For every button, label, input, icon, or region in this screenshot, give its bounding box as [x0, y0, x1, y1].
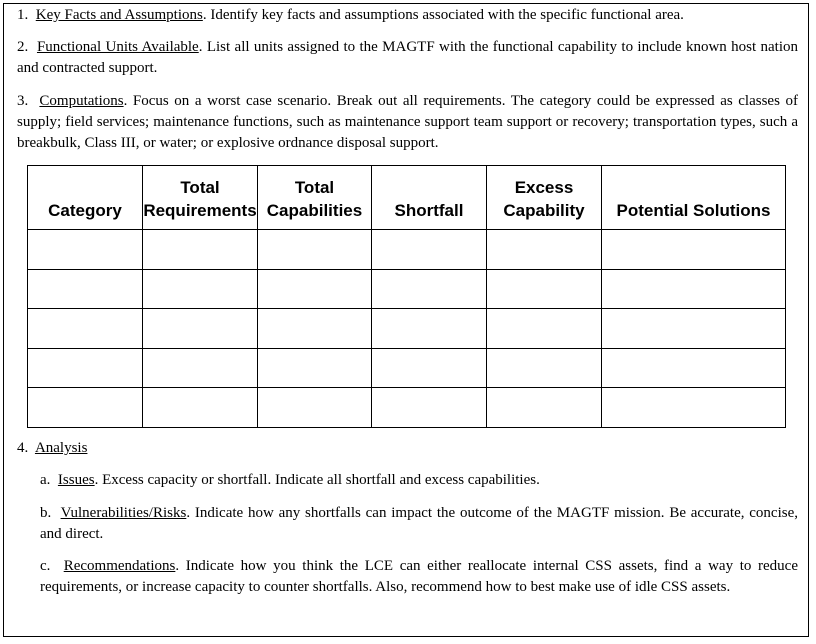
section-key-facts: [17, 5, 798, 26]
table-cell[interactable]: [602, 388, 786, 428]
table-cell[interactable]: [372, 388, 487, 428]
table-cell[interactable]: [487, 388, 602, 428]
item-body: . Indicate how any shortfalls can impact the outcome of the MAGTF mission. Be accurate, concise, and direct.: [40, 505, 798, 542]
table-cell[interactable]: [143, 348, 258, 388]
table-row: [28, 269, 786, 309]
table-cell[interactable]: [258, 388, 372, 428]
table-cell[interactable]: [28, 309, 143, 349]
section-body: . Identify key facts and assumptions associated with the specific functional area.: [202, 7, 684, 23]
section-title: Key Facts and Assumptions: [35, 7, 203, 23]
table-cell[interactable]: [487, 230, 602, 270]
item-letter: a.: [40, 472, 51, 488]
section-title: Analysis: [34, 440, 88, 456]
header-total-requirements: Total Requirements: [143, 166, 258, 230]
section-number: 1.: [17, 7, 29, 23]
section-body: . Focus on a worst case scenario. Break out all requirements. The category could be expressed as classes of supply; field services; maintenance functions, such as maintenance support team support or recovery; transportation types, such a breakbulk, Class III, or water; or explosive ordnance disposal support.: [17, 93, 798, 151]
computations-table: [27, 165, 786, 428]
section-number: 2.: [17, 39, 29, 55]
item-letter: b.: [40, 505, 52, 521]
table-row: [28, 388, 786, 428]
item-body: . Indicate how you think the LCE can either reallocate internal CSS assets, find a way to reduce requirements, or increase capacity to counter shortfalls. Also, recommend how to best make use of idle CSS assets.: [40, 558, 798, 595]
table-cell[interactable]: [602, 348, 786, 388]
header-excess-capability: Excess Capability: [487, 166, 602, 230]
section-title: Functional Units Available: [36, 39, 199, 55]
section-computations: [17, 91, 798, 154]
analysis-item-recommendations: [40, 556, 798, 598]
header-potential-solutions: Potential Solutions: [602, 166, 786, 230]
table-row: [28, 348, 786, 388]
item-letter: c.: [40, 558, 51, 574]
table-cell[interactable]: [372, 230, 487, 270]
header-total-capabilities: Total Capabilities: [258, 166, 372, 230]
analysis-item-issues: [40, 470, 798, 491]
header-category: Category: [28, 166, 143, 230]
table-cell[interactable]: [143, 388, 258, 428]
item-title: Vulnerabilities/Risks: [60, 505, 187, 521]
table-cell[interactable]: [258, 230, 372, 270]
analysis-item-vulnerabilities: [40, 503, 798, 545]
header-shortfall: Shortfall: [372, 166, 487, 230]
table-cell[interactable]: [258, 269, 372, 309]
item-title: Issues: [57, 472, 95, 488]
section-analysis: [17, 438, 798, 459]
item-body: . Excess capacity or shortfall. Indicate all shortfall and excess capabilities.: [94, 472, 540, 488]
table-row: [28, 230, 786, 270]
table-cell[interactable]: [372, 309, 487, 349]
table-cell[interactable]: [602, 230, 786, 270]
table-cell[interactable]: [602, 269, 786, 309]
section-number: 3.: [17, 93, 29, 109]
table-cell[interactable]: [28, 269, 143, 309]
table-cell[interactable]: [372, 348, 487, 388]
table-cell[interactable]: [143, 230, 258, 270]
table-cell[interactable]: [143, 309, 258, 349]
section-number: 4.: [17, 440, 29, 456]
table-header-row: [28, 166, 786, 230]
table-cell[interactable]: [28, 388, 143, 428]
table-cell[interactable]: [602, 309, 786, 349]
section-functional-units: [17, 37, 798, 79]
section-title: Computations: [39, 93, 124, 109]
section-body: . List all units assigned to the MAGTF with the functional capability to include known host nation and contracted support.: [17, 39, 798, 76]
table-cell[interactable]: [487, 348, 602, 388]
table-cell[interactable]: [258, 348, 372, 388]
table-cell[interactable]: [372, 269, 487, 309]
table-cell[interactable]: [258, 309, 372, 349]
table-cell[interactable]: [28, 348, 143, 388]
table-cell[interactable]: [487, 269, 602, 309]
table-cell[interactable]: [28, 230, 143, 270]
item-title: Recommendations: [63, 558, 176, 574]
table-cell[interactable]: [143, 269, 258, 309]
table-row: [28, 309, 786, 349]
table-cell[interactable]: [487, 309, 602, 349]
